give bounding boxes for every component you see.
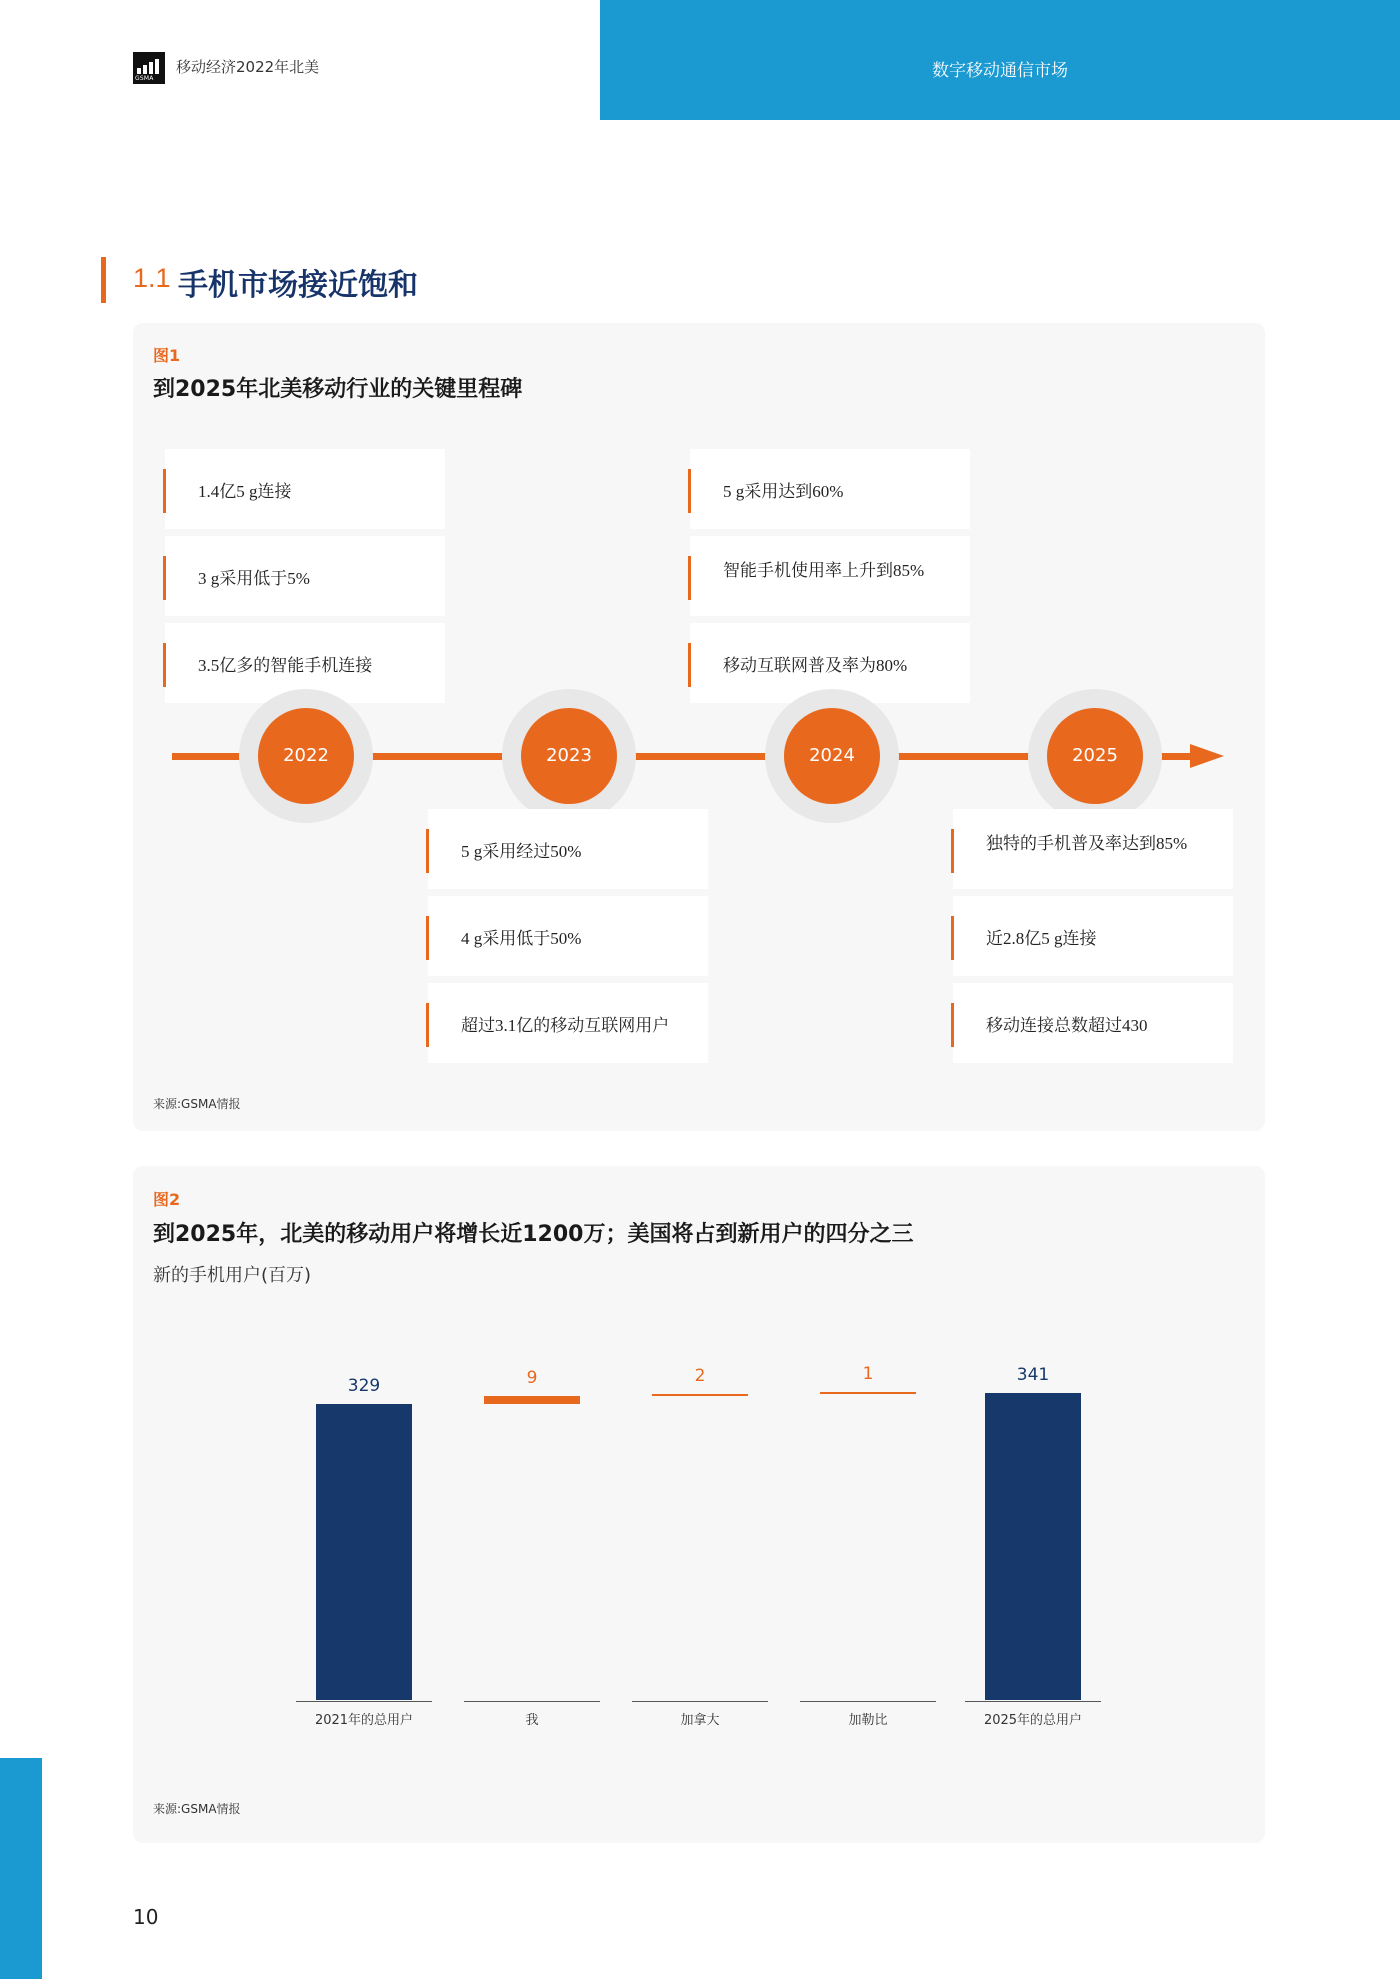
value-label-us: 9 xyxy=(526,1367,538,1388)
milestone-card-2024-2: 智能手机使用率上升到85% xyxy=(690,536,970,616)
section-number: 1.1 xyxy=(133,263,171,293)
value-label-canada: 2 xyxy=(694,1365,706,1386)
figure1-label: 图1 xyxy=(153,346,181,365)
category-label-2021-total: 2021年的总用户 xyxy=(314,1713,414,1728)
figure2-title: 到2025年，北美的移动用户将增长近1200万；美国将占到新用户的四分之三 xyxy=(153,1222,914,1247)
page-number: 10 xyxy=(133,1905,159,1929)
header-section-name: 数字移动通信市场 xyxy=(932,61,1068,81)
side-accent-bar xyxy=(0,1758,42,1979)
milestone-card-2022-1: 1.4亿5 g连接 xyxy=(165,449,445,529)
year-node-2023: 2023 xyxy=(521,708,617,804)
timeline-arrowhead xyxy=(1190,744,1224,768)
year-node-2022: 2022 xyxy=(258,708,354,804)
figure1-title: 到2025年北美移动行业的关键里程碑 xyxy=(153,377,523,402)
value-label-2021-total: 329 xyxy=(347,1375,381,1396)
figure2-source: 来源:GSMA情报 xyxy=(153,1802,241,1816)
milestone-card-2022-3: 3.5亿多的智能手机连接 xyxy=(165,623,445,703)
figure1-source: 来源:GSMA情报 xyxy=(153,1097,241,1111)
milestone-card-2022-2: 3 g采用低于5% xyxy=(165,536,445,616)
figure2-label: 图2 xyxy=(153,1190,181,1209)
header-doc-title: 移动经济2022年北美 xyxy=(176,58,320,76)
section-title: 手机市场接近饱和 xyxy=(178,268,418,303)
milestone-card-2024-3: 移动互联网普及率为80% xyxy=(690,623,970,703)
milestone-card-2023-1: 5 g采用经过50% xyxy=(428,809,708,889)
milestone-card-2024-1: 5 g采用达到60% xyxy=(690,449,970,529)
milestone-card-2023-3: 超过3.1亿的移动互联网用户 xyxy=(428,983,708,1063)
gsma-logo: GSMA xyxy=(133,52,165,84)
section-accent-bar xyxy=(101,257,106,303)
category-label-us: 我 xyxy=(525,1713,539,1728)
milestone-card-2025-1: 独特的手机普及率达到85% xyxy=(953,809,1233,889)
value-label-caribbean: 1 xyxy=(862,1363,874,1384)
category-label-2025-total: 2025年的总用户 xyxy=(983,1713,1083,1728)
figure2-subtitle: 新的手机用户(百万) xyxy=(153,1265,312,1286)
milestone-card-2023-2: 4 g采用低于50% xyxy=(428,896,708,976)
category-label-canada: 加拿大 xyxy=(680,1713,720,1728)
milestone-card-2025-2: 近2.8亿5 g连接 xyxy=(953,896,1233,976)
category-label-caribbean: 加勒比 xyxy=(848,1713,888,1728)
year-node-2025: 2025 xyxy=(1047,708,1143,804)
year-node-2024: 2024 xyxy=(784,708,880,804)
value-label-2025-total: 341 xyxy=(1016,1365,1050,1385)
milestone-card-2025-3: 移动连接总数超过430 xyxy=(953,983,1233,1063)
